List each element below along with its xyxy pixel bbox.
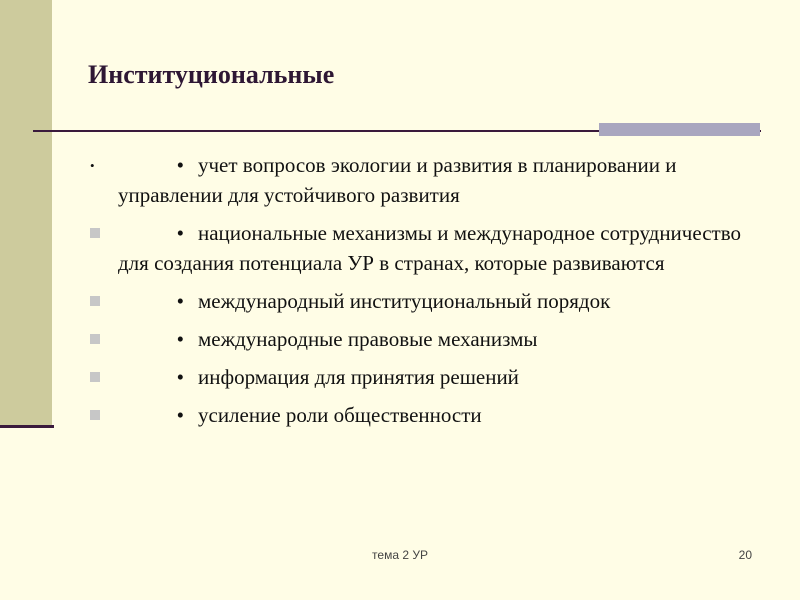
slide-content (90, 150, 760, 438)
list-item-text: международный институциональный порядок (198, 289, 611, 313)
list-item (90, 362, 760, 392)
list-item-text: усиление роли общественности (198, 403, 482, 427)
list-item (90, 150, 760, 210)
page-number: 20 (738, 548, 752, 562)
footer-topic: тема 2 УР (372, 548, 428, 562)
list-item (90, 324, 760, 354)
square-bullet-icon (90, 228, 100, 238)
list-item-text: учет вопросов экологии и развития в планировании и управлении для устойчивого развития (118, 153, 677, 207)
title-accent-block (599, 123, 760, 136)
inline-bullet: • (176, 403, 184, 427)
inline-bullet: • (176, 153, 184, 177)
square-bullet-icon (90, 296, 100, 306)
list-item-text: информация для принятия решений (198, 365, 519, 389)
square-bullet-icon (90, 372, 100, 382)
list-item (90, 218, 760, 278)
list-item (90, 400, 760, 430)
slide-title: Институциональные (88, 60, 335, 89)
list-item (90, 286, 760, 316)
inline-bullet: • (176, 289, 184, 313)
list-item-text: национальные механизмы и международное сотрудничество для создания потенциала УР в странах, которые развиваются (118, 221, 741, 275)
left-band-underline (0, 425, 54, 428)
list-item-text: международные правовые механизмы (198, 327, 538, 351)
square-bullet-icon (90, 410, 100, 420)
inline-bullet: • (176, 327, 184, 351)
inline-bullet: • (176, 365, 184, 389)
left-decorative-band (0, 0, 52, 425)
square-bullet-icon (90, 334, 100, 344)
bullet-dot-icon: • (90, 158, 95, 173)
inline-bullet: • (176, 221, 184, 245)
